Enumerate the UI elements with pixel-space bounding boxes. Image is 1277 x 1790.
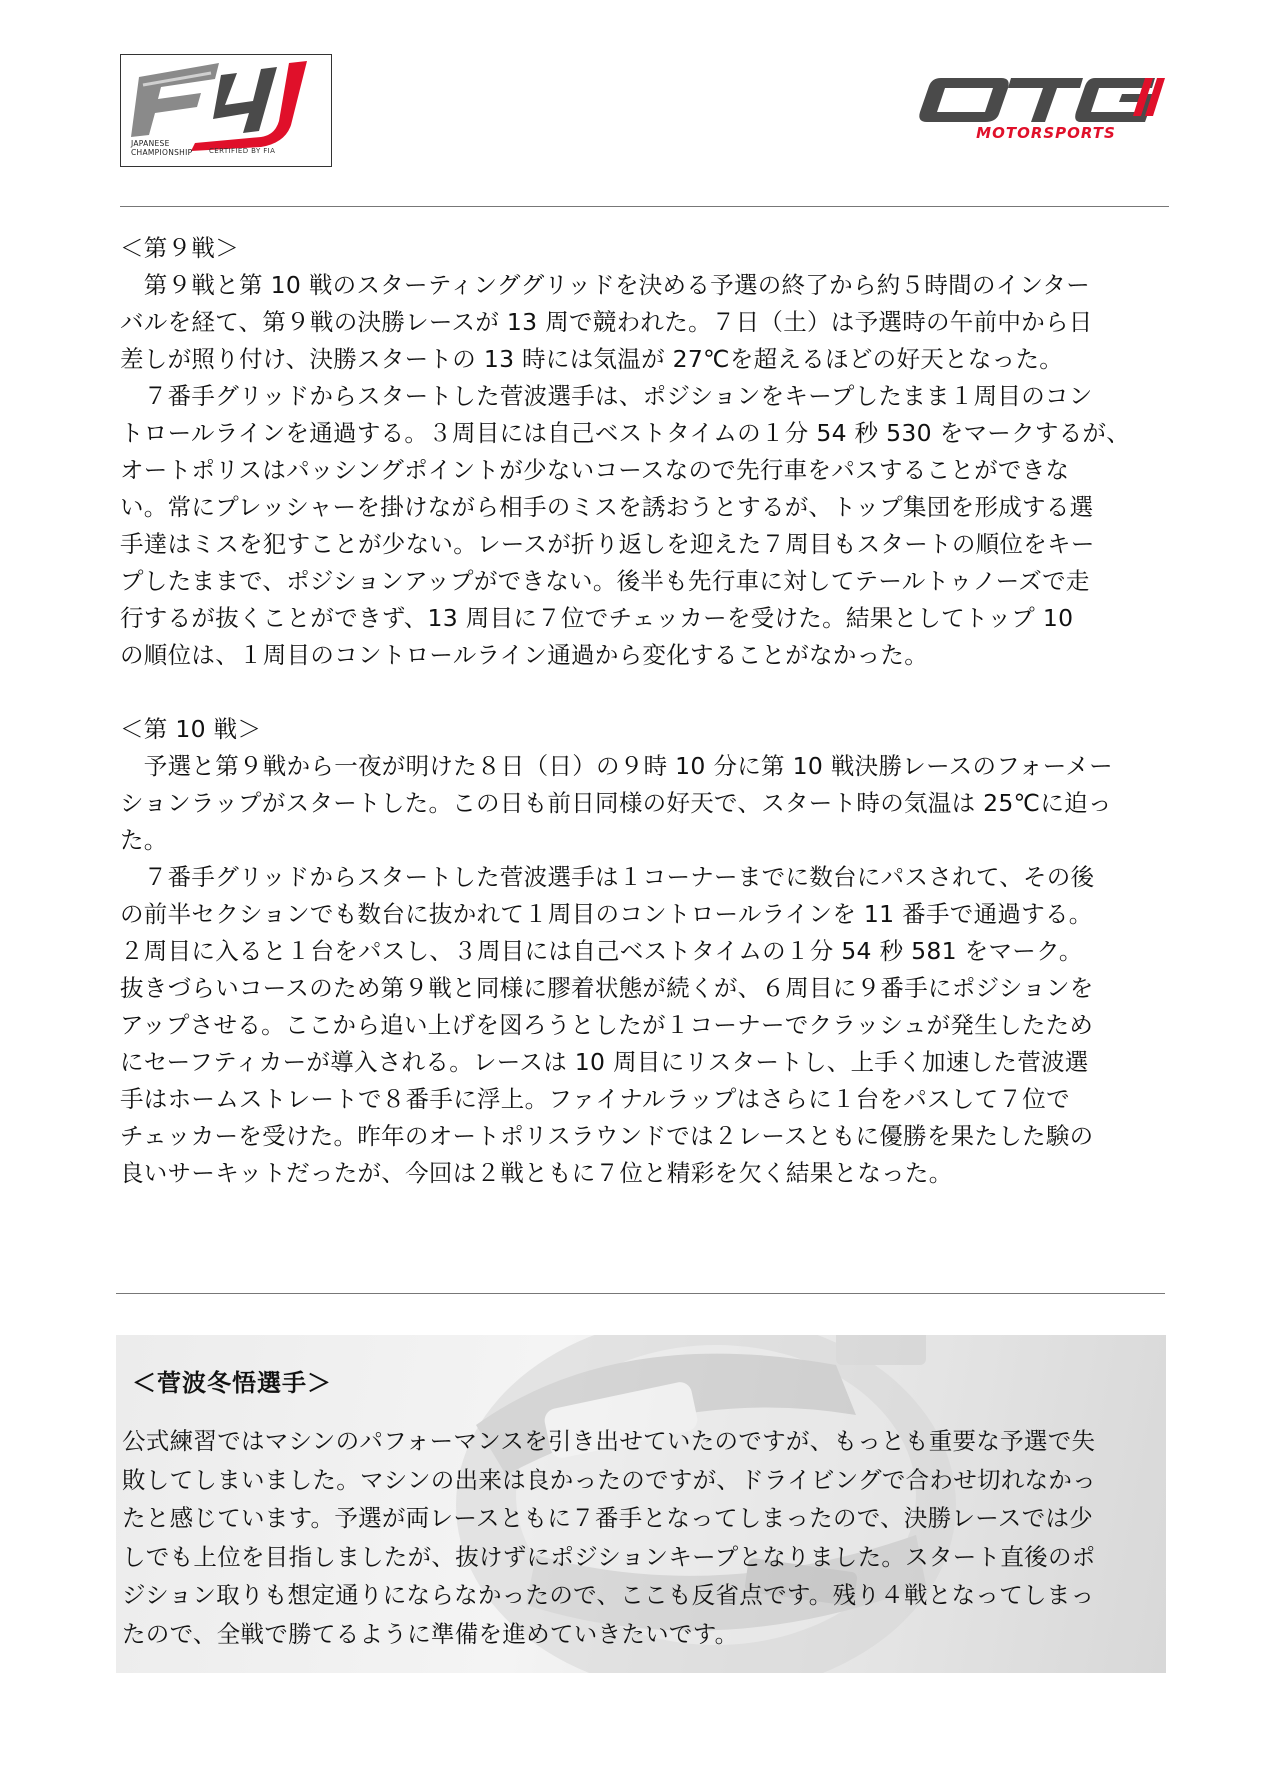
driver-comment-line: たので、全戦で勝てるように準備を進めていきたいです。 bbox=[122, 1619, 739, 1648]
race9-line: の順位は、１周目のコントロールライン通過から変化することがなかった。 bbox=[120, 641, 929, 669]
f4-logo-subtitle bbox=[131, 139, 192, 157]
race10-line: た。 bbox=[120, 826, 168, 854]
otg-logo-subtext: MOTORSPORTS bbox=[976, 124, 1116, 142]
driver-comment-line: しでも上位を目指しましたが、抜けずにポジションキープとなりました。スタート直後のポ bbox=[122, 1542, 1096, 1571]
driver-comment-text bbox=[122, 1422, 1162, 1653]
driver-comment-box bbox=[116, 1335, 1166, 1673]
driver-comment-line: 公式練習ではマシンのパフォーマンスを引き出せていたのですが、もっとも重要な予選で失 bbox=[122, 1427, 1096, 1455]
driver-comment-title: ＜菅波冬悟選手＞ bbox=[132, 1369, 332, 1397]
middle-divider bbox=[116, 1293, 1165, 1294]
otg-logo-icon bbox=[915, 72, 1167, 124]
race9-line: 行するが抜くことができず、13 周目に７位でチェッカーを受けた。結果としてトップ 10 bbox=[120, 604, 1074, 632]
driver-comment-line: 敗してしまいました。マシンの出来は良かったのですが、ドライビングで合わせ切れなかっ bbox=[122, 1465, 1097, 1494]
race10-line: 良いサーキットだったが、今回は２戦ともに７位と精彩を欠く結果となった。 bbox=[120, 1159, 953, 1187]
otg-motorsports-logo bbox=[915, 72, 1167, 152]
race10-line: ７番手グリッドからスタートした菅波選手は１コーナーまでに数台にパスされて、その後 bbox=[120, 863, 1095, 891]
race9-line: 差しが照り付け、決勝スタートの 13 時には気温が 27℃を超えるほどの好天となった。 bbox=[120, 345, 1064, 373]
race9-line: ７番手グリッドからスタートした菅波選手は、ポジションをキープしたまま１周目のコン bbox=[120, 382, 1093, 410]
driver-comment-line: たと感じています。予選が両レースともに７番手となってしまったので、決勝レースでは少 bbox=[122, 1504, 1094, 1532]
race9-line: バルを経て、第９戦の決勝レースが 13 周で競われた。７日（土）は予選時の午前中から日 bbox=[120, 308, 1093, 336]
race10-line: チェッカーを受けた。昨年のオートポリスラウンドでは２レースともに優勝を果たした験の bbox=[120, 1122, 1094, 1150]
race10-heading: ＜第 10 戦＞ bbox=[120, 715, 262, 743]
race9-line: オートポリスはパッシングポイントが少ないコースなので先行車をパスすることができな bbox=[120, 456, 1070, 484]
race9-line: 第９戦と第 10 戦のスターティンググリッドを決める予選の終了から約５時間のインター bbox=[120, 271, 1091, 299]
race10-line: アップさせる。ここから追い上げを図ろうとしたが１コーナーでクラッシュが発生したため bbox=[120, 1011, 1094, 1039]
race10-line: ションラップがスタートした。この日も前日同様の好天で、スタート時の気温は 25℃に迫っ bbox=[120, 789, 1112, 817]
f4-certified-label: CERTIFIED BY FIA bbox=[209, 147, 276, 155]
race10-line: 予選と第９戦から一夜が明けた８日（日）の９時 10 分に第 10 戦決勝レースのフォーメー bbox=[120, 752, 1113, 780]
driver-comment-line: ジション取りも想定通りにならなかったので、ここも反省点です。残り４戦となってしまっ bbox=[122, 1581, 1095, 1609]
race9-line: トロールラインを通過する。３周目には自己ベストタイムの１分 54 秒 530 をマークするが、 bbox=[120, 419, 1131, 447]
race9-line: プしたままで、ポジションアップができない。後半も先行車に対してテールトゥノーズで走 bbox=[120, 567, 1090, 595]
race10-line: にセーフティカーが導入される。レースは 10 周目にリスタートし、上手く加速した菅波選 bbox=[120, 1048, 1089, 1076]
race10-line: 手はホームストレートで８番手に浮上。ファイナルラップはさらに１台をパスして７位で bbox=[120, 1085, 1070, 1113]
f4-subtitle-line1: JAPANESE bbox=[131, 139, 170, 148]
race9-line: い。常にプレッシャーを掛けながら相手のミスを誘おうとするが、トップ集団を形成する選 bbox=[120, 493, 1094, 521]
section-gap bbox=[120, 674, 1170, 711]
f4-championship-logo bbox=[120, 54, 332, 167]
race9-line: 手達はミスを犯すことが少ない。レースが折り返しを迎えた７周目もスタートの順位をキー bbox=[120, 530, 1095, 558]
race9-heading: ＜第９戦＞ bbox=[120, 234, 239, 262]
race10-line: 抜きづらいコースのため第９戦と同様に膠着状態が続くが、６周目に９番手にポジションを bbox=[120, 974, 1094, 1002]
race-report bbox=[120, 230, 1170, 1192]
race10-line: ２周目に入ると１台をパスし、３周目には自己ベストタイムの１分 54 秒 581 をマーク。 bbox=[120, 937, 1083, 965]
f4-subtitle-line2: CHAMPIONSHIP bbox=[131, 148, 193, 157]
race10-line: の前半セクションでも数台に抜かれて１周目のコントロールラインを 11 番手で通過する。 bbox=[120, 900, 1093, 928]
top-divider bbox=[120, 206, 1169, 207]
